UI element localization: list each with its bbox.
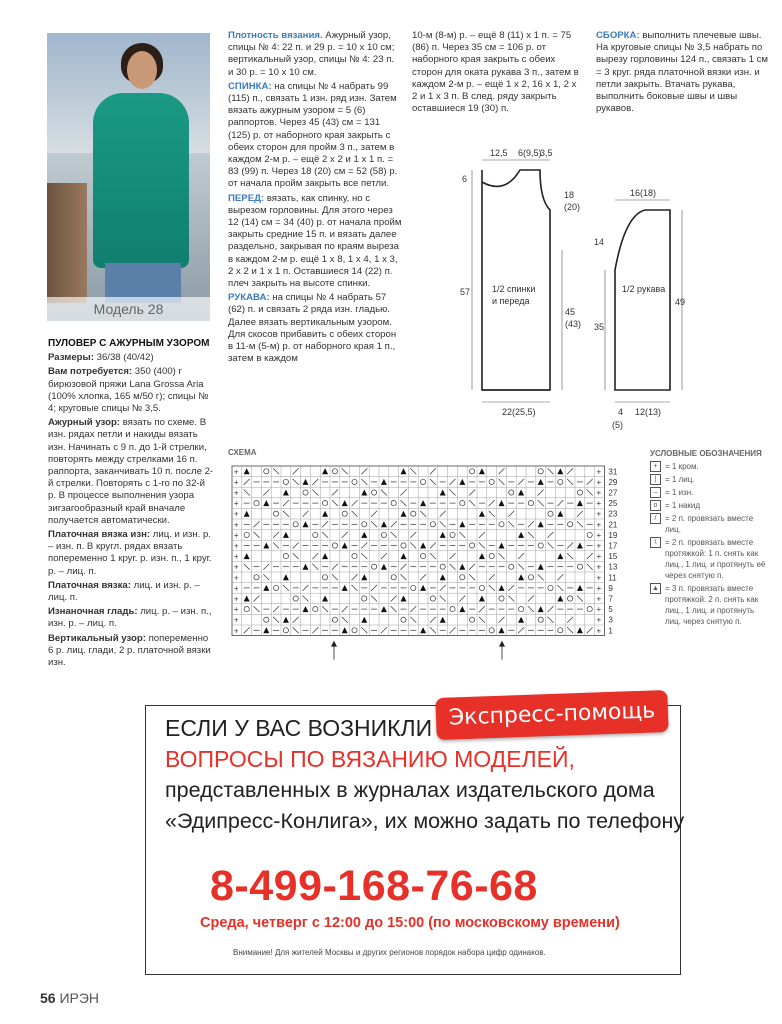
svg-text:+: +: [233, 488, 239, 498]
svg-text:+: +: [596, 488, 602, 498]
arrow-mark: [331, 641, 337, 647]
row-number: 3: [608, 615, 613, 625]
express-help-badge: Экспресс-помощь: [435, 690, 668, 740]
row-number: 7: [608, 594, 613, 604]
svg-text:+: +: [233, 552, 239, 562]
svg-text:+: +: [233, 509, 239, 519]
svg-text:+: +: [596, 499, 602, 509]
svg-text:+: +: [233, 594, 239, 604]
row-number: 17: [608, 541, 618, 551]
svg-text:+: +: [233, 520, 239, 530]
svg-text:57: 57: [460, 287, 471, 297]
svg-text:1/2 рукава: 1/2 рукава: [622, 284, 666, 294]
svg-text:+: +: [596, 615, 602, 625]
col2-para: Плотность вязания. Ажурный узор, спицы № 4: 22 п. и 29 р. = 10 х 10 см; вертикальный узор, спицы № 4: 23 п. и 30 р. = 10 х 10 см.: [228, 30, 395, 78]
column-3: [412, 30, 584, 117]
row-number: 13: [608, 562, 618, 572]
page-footer: [40, 990, 99, 1006]
svg-text:+: +: [596, 541, 602, 551]
svg-text:+: +: [233, 626, 239, 636]
svg-text:+: +: [596, 509, 602, 519]
svg-text:+: +: [596, 605, 602, 615]
svg-text:+: +: [233, 530, 239, 540]
svg-text:+: +: [596, 530, 602, 540]
symbol-icon: /: [650, 513, 661, 524]
assembly-text: СБОРКА: выполнить плечевые швы. На круговые спицы № 3,5 набрать по вырезу горловины 124 п., связать 1 см = 3 круг. ряда платочной вязки изн. и петли закрыть. Втачать рукава, выполнить боковые швы и швы рукавов.: [596, 30, 769, 115]
page-number: 56: [40, 990, 56, 1006]
svg-text:(5): (5): [612, 420, 623, 430]
svg-text:+: +: [233, 541, 239, 551]
symbol-icon: +: [650, 461, 661, 472]
col1-para: Изнаночная гладь: лиц. р. – изн. п., изн. р. – лиц. п.: [48, 606, 212, 630]
svg-text:18(20): 18 (20): [564, 190, 581, 212]
row-number: 31: [608, 467, 618, 477]
svg-text:+: +: [596, 552, 602, 562]
svg-text:+: +: [233, 562, 239, 572]
sleeve-continued: 10-м (8-м) р. – ещё 8 (11) х 1 п. = 75 (86) п. Через 35 см = 106 р. от наборного края закрыть с обеих сторон для оката рукава 3 п., затем в каждом 2-м р. – ещё 1 х 2, 16 х 1, 2 х 2 и 1 х 3 п. В след. ряду закрыть оставшиеся 19 (30) п.: [412, 30, 579, 115]
svg-text:6: 6: [462, 174, 468, 184]
symbol-icon: o: [650, 500, 661, 511]
svg-text:+: +: [233, 467, 239, 477]
legend-item: – = 1 изн.: [650, 487, 770, 498]
row-number: 1: [608, 626, 613, 636]
row-number: 9: [608, 583, 613, 593]
symbol-icon: \: [650, 537, 661, 548]
legend-item: \ = 2 п. провязать вместе протяжкой: 1 п. снять как лиц., 1 лиц. и протянуть её через снятую п.: [650, 537, 770, 581]
svg-text:+: +: [233, 615, 239, 625]
column-2: [228, 30, 402, 367]
svg-text:+: +: [596, 594, 602, 604]
row-number: 11: [608, 573, 617, 583]
svg-text:+: +: [596, 562, 602, 572]
ad-line-2: ВОПРОСЫ ПО ВЯЗАНИЮ МОДЕЛЕЙ,: [165, 746, 575, 772]
col1-para: Платочная вязка: лиц. и изн. р. – лиц. п.: [48, 579, 200, 604]
svg-text:49: 49: [675, 297, 686, 307]
column-4: [596, 30, 768, 117]
row-number: 15: [608, 552, 618, 562]
col1-para: Ажурный узор: вязать по схеме. В изн. рядах петли и накиды вязать изн. Начинать с 9 п. до 1-й стрелки, повторять между стрелками 16 п. раппорта, заканчивать 10 п. после 2-й стрелки. Повторять с 1-го по 32-й р. В процессе выполнения узора зигзагообразный край вначале получается автоматически.: [48, 417, 214, 526]
legend-item: + = 1 кром.: [650, 461, 770, 472]
symbol-icon: |: [650, 474, 661, 485]
svg-text:+: +: [233, 573, 239, 583]
legend-item: o = 1 накид: [650, 500, 770, 511]
svg-text:4: 4: [618, 407, 624, 417]
row-number: 29: [608, 477, 618, 487]
svg-text:12,5: 12,5: [490, 148, 508, 158]
schema-label: СХЕМА: [228, 448, 257, 457]
svg-text:45(43): 45 (43): [565, 307, 582, 329]
svg-text:+: +: [596, 467, 602, 477]
arrow-mark: [499, 641, 505, 647]
symbol-icon: –: [650, 487, 661, 498]
svg-text:1/2 спинкии переда: 1/2 спинки и переда: [492, 284, 536, 306]
svg-text:3,5: 3,5: [540, 148, 553, 158]
knitting-chart: [228, 460, 628, 660]
row-number: 27: [608, 488, 618, 498]
svg-text:35: 35: [594, 322, 605, 332]
row-number: 23: [608, 509, 618, 519]
svg-text:+: +: [233, 605, 239, 615]
row-number: 19: [608, 530, 618, 540]
ad-line-4: «Эдипресс-Конлига», их можно задать по телефону: [165, 809, 685, 833]
svg-text:14: 14: [594, 237, 605, 247]
col1-para: Вам потребуется: 350 (400) г бирюзовой пряжи Lana Grossa Aria (100% хлопка, 165 м/50 г); спицы № 4; круговые спицы № 3,5.: [48, 366, 209, 415]
article-title: ПУЛОВЕР С АЖУРНЫМ УЗОРОМ: [48, 338, 210, 349]
ad-line-3: представленных в журналах издательского дома: [165, 778, 655, 802]
svg-text:+: +: [596, 583, 602, 593]
magazine-name: ИРЭН: [59, 990, 100, 1006]
hours: Среда, четверг с 12:00 до 15:00 (по московскому времени): [200, 915, 620, 931]
svg-text:16(18): 16(18): [630, 188, 657, 198]
legend-item: ▲ = 3 п. провязать вместе протяжкой: 2 п. снять как лиц., 1 лиц. и протянуть лиц. через снятую п.: [650, 583, 770, 627]
legend: [650, 448, 770, 627]
row-number: 5: [608, 605, 613, 615]
svg-text:+: +: [233, 477, 239, 487]
row-number: 25: [608, 499, 618, 509]
model-photo: [47, 33, 210, 321]
svg-text:+: +: [596, 626, 602, 636]
svg-text:12(13): 12(13): [635, 407, 662, 417]
legend-title: УСЛОВНЫЕ ОБОЗНАЧЕНИЯ: [650, 449, 762, 458]
col2-para: РУКАВА: на спицы № 4 набрать 57 (62) п. и связать 2 ряда изн. гладью. Далее вязать вертикальным узором. Для скосов прибавить с обеих сторон в 11-м (5-м) р. от наборного края 1 п., затем в каждом: [228, 292, 397, 365]
col2-para: СПИНКА: на спицы № 4 набрать 99 (115) п., связать 1 изн. ряд изн. Затем вязать ажурным узором = 5 (6) раппортов. Через 45 (43) см = 131 (125) р. от наборного края закрыть с обеих сторон для пройм 3 п., затем в каждом 2-м р. – ещё 2 х 2 и 1 х 1 п. = 83 (99) п. Через 18 (20) см = 52 (58) р. от начала пройм закрыть все петли.: [228, 80, 398, 190]
svg-text:+: +: [596, 477, 602, 487]
svg-text:+: +: [596, 520, 602, 530]
col1-para: Размеры: 36/38 (40/42): [48, 352, 154, 364]
photo-caption: Модель 28: [47, 297, 210, 321]
col1-para: Платочная вязка изн: лиц. и изн. р. – изн. п. В кругл. рядах вязать попеременно 1 круг. р. изн. п., 1 круг. р. – лиц. п.: [48, 529, 212, 577]
column-1: [48, 338, 214, 671]
col2-para: ПЕРЕД: вязать, как спинку, но с вырезом горловины. Для этого через 12 (14) см = 34 (40) р. от начала пройм закрыть средние 15 п. и вязать далее раздельно, закрывая по краям выреза в каждом 2-м р. ещё 1 х 8, 1 х 4, 1 х 3, 2 х 2 и 1 х 1 п. Оставшиеся 14 (22) п. плеч закрыть на высоте спинки.: [228, 192, 402, 290]
svg-text:+: +: [233, 583, 239, 593]
phone-number: 8-499-168-76-68: [210, 862, 538, 910]
ad-line-1: ЕСЛИ У ВАС ВОЗНИКЛИ: [165, 715, 433, 741]
symbol-icon: ▲: [650, 583, 661, 594]
legend-item: / = 2 п. провязать вместе лиц.: [650, 513, 770, 535]
svg-text:22(25,5): 22(25,5): [502, 407, 536, 417]
ad-note: Внимание! Для жителей Москвы и других регионов порядок набора цифр одинаков.: [233, 948, 546, 957]
row-number: 21: [608, 520, 618, 530]
pattern-diagram: [420, 140, 700, 430]
svg-text:+: +: [233, 499, 239, 509]
svg-text:+: +: [596, 573, 602, 583]
svg-text:6(9,5): 6(9,5): [518, 148, 542, 158]
legend-item: | = 1 лиц.: [650, 474, 770, 485]
col1-para: Вертикальный узор: попеременно 6 р. лиц. глади, 2 р. платочной вязки изн.: [48, 632, 211, 669]
